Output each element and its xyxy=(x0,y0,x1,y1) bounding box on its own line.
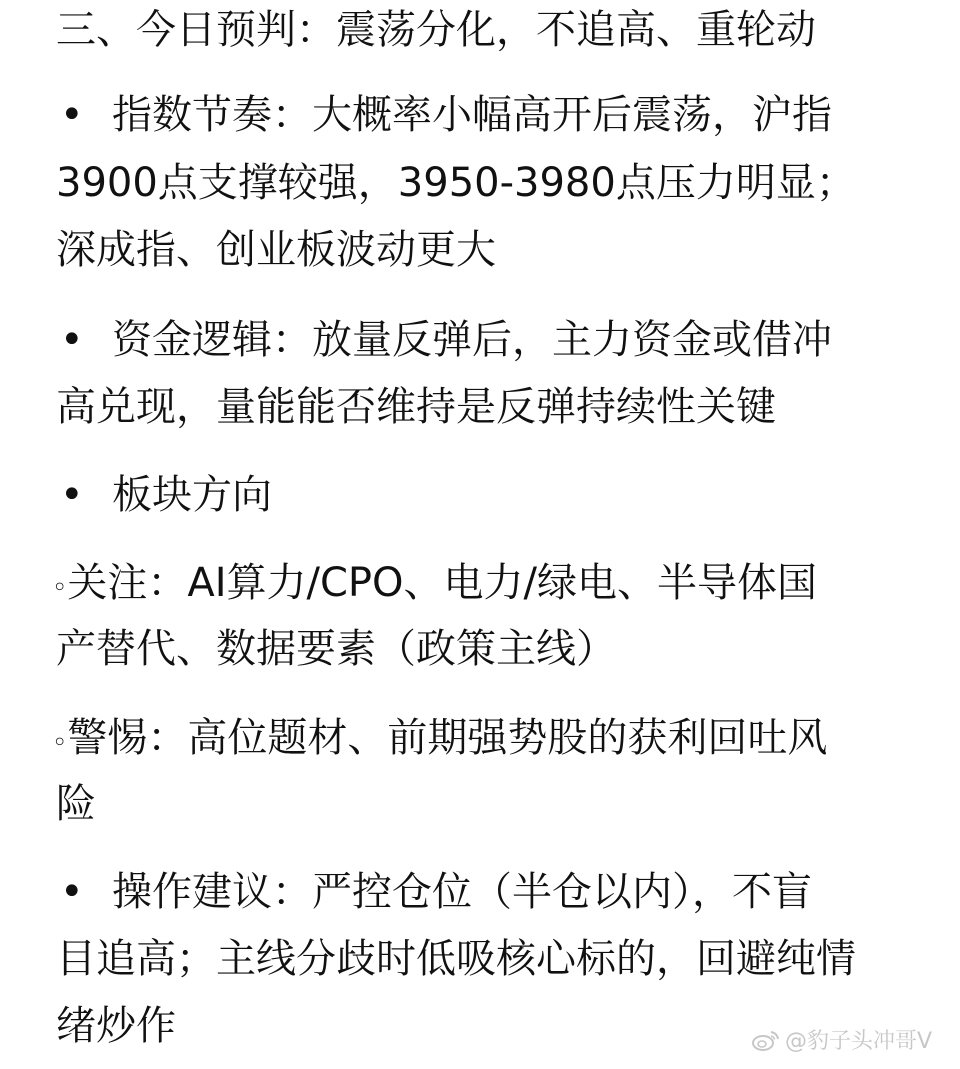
section-heading: 三、今日预判：震荡分化，不追高、重轮动 xyxy=(56,7,816,53)
item-text-continued: 绪炒作 xyxy=(56,1003,176,1049)
item-label: 操作建议： xyxy=(112,869,312,915)
sub-item-focus xyxy=(52,553,817,613)
bullet-item-index-rhythm xyxy=(60,85,832,145)
weibo-logo-icon xyxy=(751,1029,781,1051)
watermark-text: @豹子头冲哥V xyxy=(784,1029,932,1054)
sub-item-text-continued: 产替代、数据要素（政策主线） xyxy=(56,626,616,672)
item-text: 放量反弹后，主力资金或借冲 xyxy=(312,317,832,363)
bullet-dot-icon: • xyxy=(60,869,84,915)
sub-item-text: 关注：AI算力/CPO、电力/绿电、半导体国 xyxy=(67,560,817,606)
bullet-item-capital-logic xyxy=(60,310,832,370)
sub-bullet-circle-icon: ◦ xyxy=(52,728,68,758)
item-text-continued: 高兑现，量能能否维持是反弹持续性关键 xyxy=(56,384,776,430)
item-label: 资金逻辑： xyxy=(112,317,312,363)
bullet-dot-icon: • xyxy=(60,472,84,518)
item-text-continued: 3900点支撑较强，3950-3980点压力明显； xyxy=(56,160,856,206)
bullet-dot-icon: • xyxy=(60,317,84,363)
bullet-dot-icon: • xyxy=(60,92,84,138)
sub-item-text-continued: 险 xyxy=(56,781,96,827)
item-text: 大概率小幅高开后震荡，沪指 xyxy=(312,92,832,138)
weibo-watermark xyxy=(751,1024,932,1055)
item-text: 严控仓位（半仓以内），不盲 xyxy=(312,869,812,915)
item-label: 指数节奏： xyxy=(112,92,312,138)
sub-item-text: 警惕：高位题材、前期强势股的获利回吐风 xyxy=(67,715,828,761)
item-text-continued: 深成指、创业板波动更大 xyxy=(56,227,496,273)
bullet-item-sector-direction xyxy=(60,465,272,525)
sub-bullet-circle-icon: ◦ xyxy=(52,573,68,603)
bullet-item-advice xyxy=(60,862,812,922)
item-text-continued: 目追高；主线分歧时低吸核心标的，回避纯情 xyxy=(56,936,856,982)
sub-item-caution xyxy=(52,708,827,768)
item-label: 板块方向 xyxy=(112,472,272,518)
